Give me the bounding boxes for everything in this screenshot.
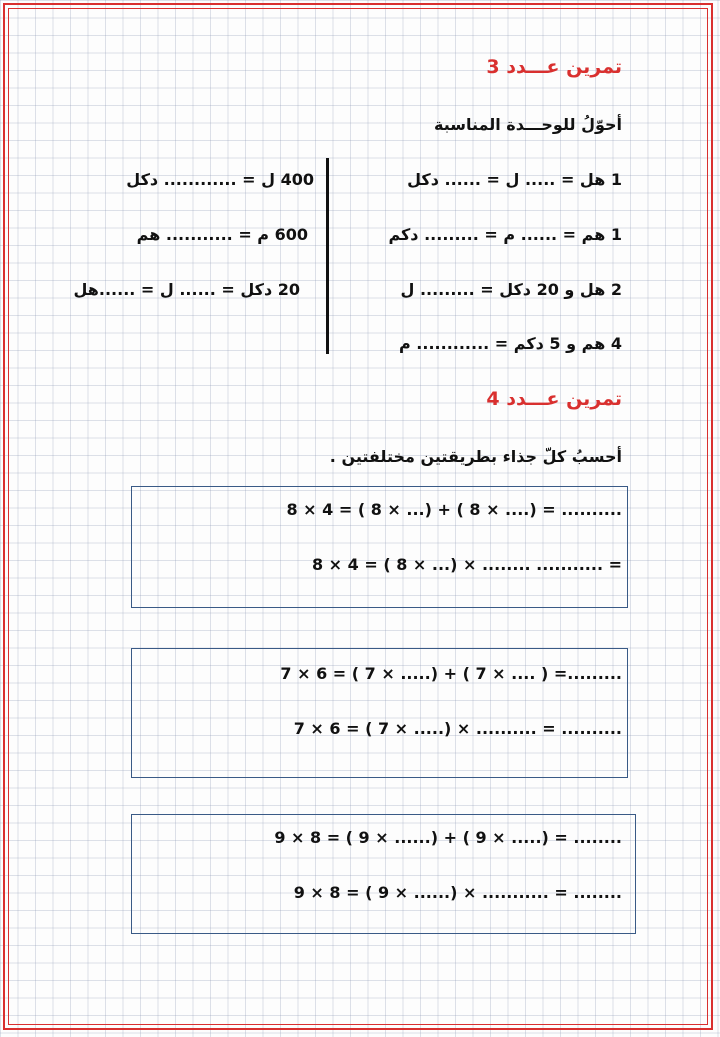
column-divider: [326, 158, 329, 354]
calculation-line: 8 × 4 = ( 8 × ...) + ( 8 × ....) = ..........: [286, 500, 622, 519]
calculation-line: 8 × 4 = ( 8 × ...) × ........ ........... =: [311, 555, 622, 574]
conversion-line: 2 هل و 20 دكل = ......... ل: [400, 280, 622, 299]
calculation-line: 7 × 6 = ( 7 × .....) × .......... = ..........: [293, 719, 622, 738]
calculation-line: 7 × 6 = ( 7 × .....) + ( 7 × .... ) =.........: [280, 664, 622, 683]
conversion-line: 1 هل = ..... ل = ...... دكل: [407, 170, 622, 189]
exercise-3-title: تمرين عـــدد 3: [486, 56, 622, 78]
conversion-line: 20 دكل = ...... ل = ......هل: [73, 280, 300, 299]
conversion-line: 1 هم = ...... م = ......... دكم: [388, 225, 622, 244]
calculation-line: 9 × 8 = ( 9 × ......) × ........... = ........: [293, 883, 622, 902]
conversion-line: 600 م = ........... هم: [136, 225, 308, 244]
conversion-line: 4 هم و 5 دكم = ............ م: [399, 334, 622, 353]
exercise-4-title: تمرين عـــدد 4: [486, 388, 622, 410]
exercise-4-instruction: أحسبُ كلّ جذاء بطريقتين مختلفتين .: [329, 447, 622, 466]
calculation-line: 9 × 8 = ( 9 × ......) + ( 9 × .....) = ........: [274, 828, 622, 847]
conversion-line: 400 ل = ............ دكل: [126, 170, 314, 189]
exercise-3-instruction: أحوّلُ للوحـــدة المناسبة: [434, 115, 622, 134]
